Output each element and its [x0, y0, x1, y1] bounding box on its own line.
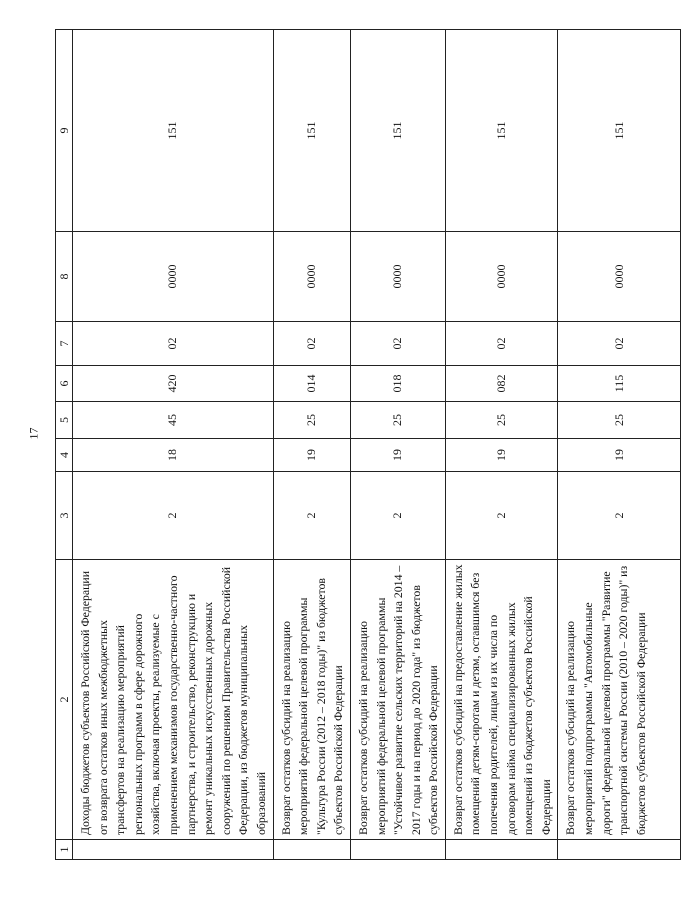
- code-cell: 151: [273, 30, 350, 232]
- code-cell: 0000: [273, 232, 350, 322]
- code-cell: 25: [558, 402, 681, 439]
- header-col-3: 3: [56, 472, 73, 560]
- rotated-page-content: [55, 30, 648, 860]
- code-cell: 02: [558, 322, 681, 366]
- code-cell: 19: [350, 439, 445, 472]
- description-cell: Возврат остатков субсидий на предоставление жилых помещений детям-сиротам и детям, оставшимся без попечения родителей, лицам из их числа по договорам найма специализированных жилых помещений из бюджетов субъектов Российской Федерации: [445, 560, 558, 840]
- table-row: [273, 30, 350, 860]
- description-cell: Возврат остатков субсидий на реализацию мероприятий подпрограммы "Автомобильные дороги" федеральной целевой программы "Развитие транспортной системы России (2010 – 2020 годы)" из бюджетов субъектов Российской Федерации: [558, 560, 681, 840]
- row-number-cell: [73, 840, 274, 860]
- code-cell: 0000: [73, 232, 274, 322]
- row-number-cell: [445, 840, 558, 860]
- code-cell: 082: [445, 366, 558, 402]
- code-cell: 02: [350, 322, 445, 366]
- page-number: 17: [26, 427, 41, 440]
- code-cell: 25: [273, 402, 350, 439]
- code-cell: 0000: [558, 232, 681, 322]
- description-cell: Возврат остатков субсидий на реализацию мероприятий федеральной целевой программы "Культура России (2012 – 2018 годы)" из бюджетов субъектов Российской Федерации: [273, 560, 350, 840]
- code-cell: 25: [445, 402, 558, 439]
- code-cell: 151: [73, 30, 274, 232]
- code-cell: 25: [350, 402, 445, 439]
- code-cell: 0000: [445, 232, 558, 322]
- header-col-5: 5: [56, 402, 73, 439]
- code-cell: 014: [273, 366, 350, 402]
- row-number-cell: [350, 840, 445, 860]
- code-cell: 018: [350, 366, 445, 402]
- code-cell: 19: [273, 439, 350, 472]
- description-cell: Возврат остатков субсидий на реализацию мероприятий федеральной целевой программы "Устойчивое развитие сельских территорий на 2014 – 2017 годы и на период до 2020 года" из бюджетов субъектов Российской Федерации: [350, 560, 445, 840]
- code-cell: 151: [558, 30, 681, 232]
- table-body: [73, 30, 681, 860]
- code-cell: 2: [558, 472, 681, 560]
- table-row: [558, 30, 681, 860]
- code-cell: 115: [558, 366, 681, 402]
- row-number-cell: [273, 840, 350, 860]
- header-col-7: 7: [56, 322, 73, 366]
- code-cell: 45: [73, 402, 274, 439]
- code-cell: 2: [350, 472, 445, 560]
- code-cell: 2: [273, 472, 350, 560]
- code-cell: 151: [445, 30, 558, 232]
- code-cell: 151: [350, 30, 445, 232]
- code-cell: 02: [73, 322, 274, 366]
- header-col-8: 8: [56, 232, 73, 322]
- header-col-1: 1: [56, 840, 73, 860]
- budget-codes-table: [55, 29, 681, 860]
- code-cell: 420: [73, 366, 274, 402]
- code-cell: 18: [73, 439, 274, 472]
- header-col-2: 2: [56, 560, 73, 840]
- code-cell: 2: [445, 472, 558, 560]
- table-row: [445, 30, 558, 860]
- header-col-9: 9: [56, 30, 73, 232]
- table-row: [73, 30, 274, 860]
- header-col-4: 4: [56, 439, 73, 472]
- table-row: [350, 30, 445, 860]
- header-col-6: 6: [56, 366, 73, 402]
- code-cell: 19: [558, 439, 681, 472]
- table-header: [56, 30, 73, 860]
- code-cell: 02: [445, 322, 558, 366]
- code-cell: 19: [445, 439, 558, 472]
- code-cell: 2: [73, 472, 274, 560]
- code-cell: 02: [273, 322, 350, 366]
- description-cell: Доходы бюджетов субъектов Российской Федерации от возврата остатков иных межбюджетных трансфертов на реализацию мероприятий региональных программ в сфере дорожного хозяйства, включая проекты, реализуемые с применением механизмов государственно-частного партнерства, и строительство, реконструкцию и ремонт уникальных искусственных дорожных сооружений по решениям Правительства Российской Федерации, из бюджетов муниципальных образований: [73, 560, 274, 840]
- row-number-cell: [558, 840, 681, 860]
- code-cell: 0000: [350, 232, 445, 322]
